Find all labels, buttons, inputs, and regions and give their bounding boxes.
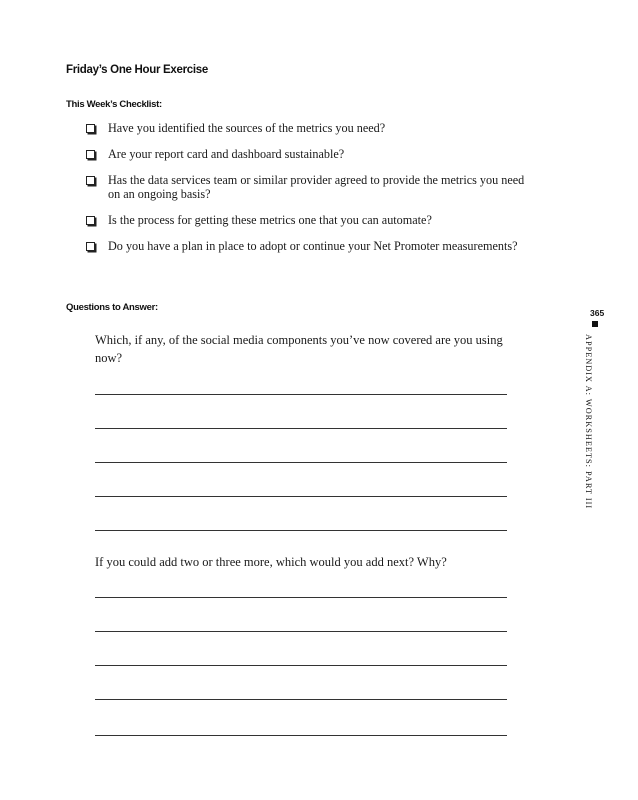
questions-heading: Questions to Answer:: [66, 302, 158, 313]
checklist-item: [86, 173, 526, 201]
checkbox-icon[interactable]: [86, 242, 95, 251]
checklist-item: [86, 121, 526, 135]
answer-line[interactable]: [95, 496, 507, 497]
checklist-item-text: Are your report card and dashboard sustainable?: [108, 147, 345, 161]
checklist-item-text: Is the process for getting these metrics one that you can automate?: [108, 213, 432, 227]
answer-line[interactable]: [95, 462, 507, 463]
checklist: [86, 121, 526, 265]
checkbox-icon[interactable]: [86, 176, 95, 185]
checklist-item: [86, 213, 526, 227]
answer-line[interactable]: [95, 530, 507, 531]
answer-line[interactable]: [95, 665, 507, 666]
answer-line[interactable]: [95, 699, 507, 700]
checkbox-icon[interactable]: [86, 150, 95, 159]
square-bullet-icon: [592, 321, 598, 327]
exercise-title: Friday’s One Hour Exercise: [66, 64, 208, 76]
checklist-item-text: Has the data services team or similar provider agreed to provide the metrics you need on an ongoing basis?: [108, 173, 525, 201]
checklist-item-text: Do you have a plan in place to adopt or continue your Net Promoter measurements?: [108, 239, 518, 253]
question-2: If you could add two or three more, which would you add next? Why?: [95, 555, 447, 569]
checkbox-icon[interactable]: [86, 124, 95, 133]
checklist-item: [86, 239, 526, 253]
checklist-item: [86, 147, 526, 161]
checklist-item-text: Have you identified the sources of the metrics you need?: [108, 121, 386, 135]
checkbox-icon[interactable]: [86, 216, 95, 225]
checklist-heading: This Week’s Checklist:: [66, 99, 162, 110]
running-head: APPENDIX A: WORKSHEETS: PART III: [584, 334, 593, 510]
question-1: Which, if any, of the social media components you’ve now covered are you using now?: [95, 333, 503, 365]
page-number: 365: [590, 308, 605, 318]
answer-line[interactable]: [95, 428, 507, 429]
answer-line[interactable]: [95, 631, 507, 632]
answer-line[interactable]: [95, 735, 507, 736]
answer-line[interactable]: [95, 597, 507, 598]
answer-line[interactable]: [95, 394, 507, 395]
